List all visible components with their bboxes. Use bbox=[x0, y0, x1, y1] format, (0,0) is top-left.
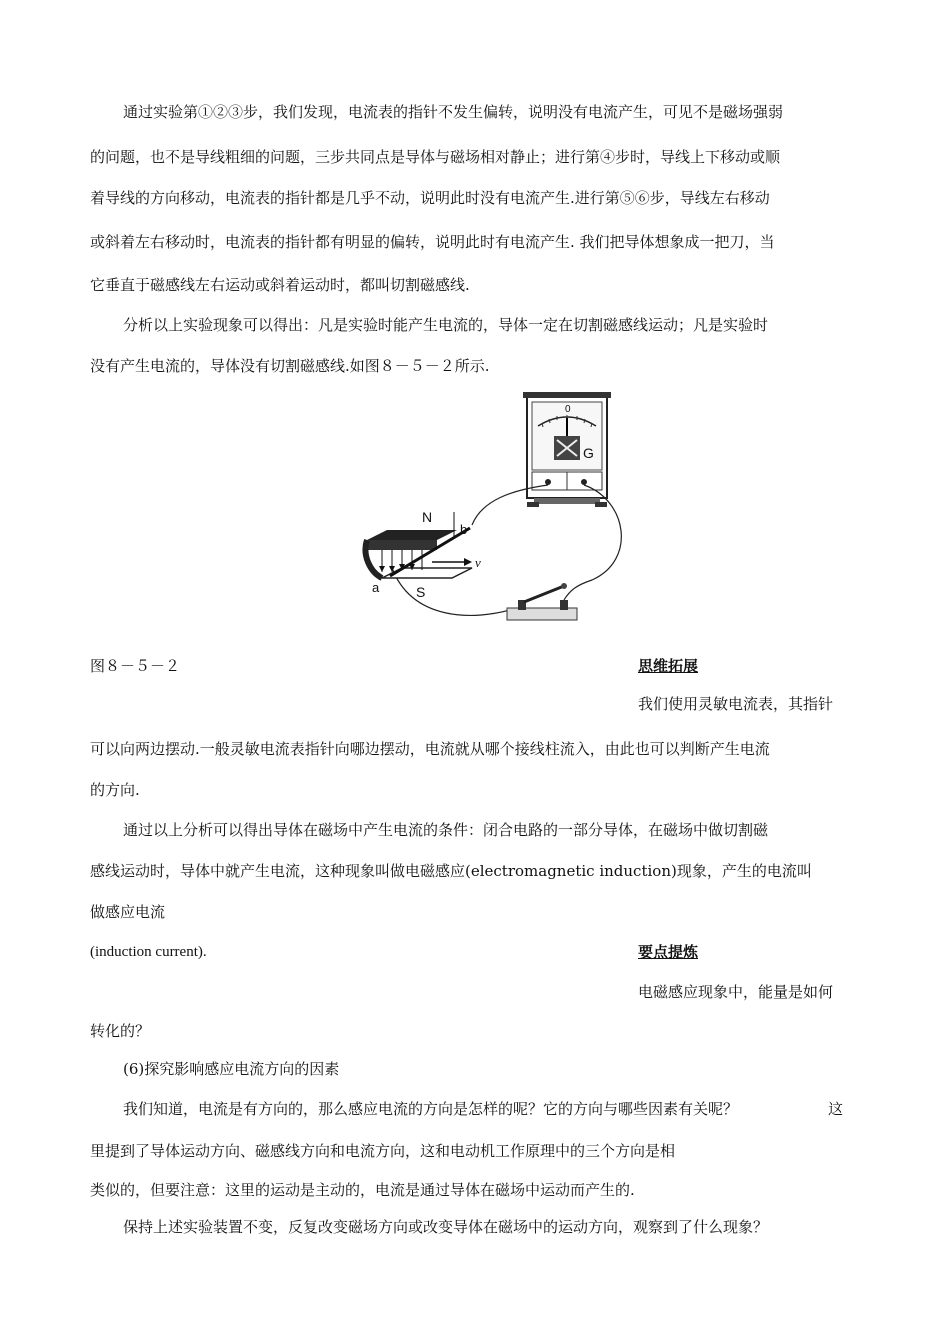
conductor-end-a-label: a bbox=[372, 580, 380, 595]
switch-blade bbox=[524, 586, 564, 602]
thinking-extension-text: 我们使用灵敏电流表，其指针 bbox=[638, 695, 834, 713]
paragraph-3-line-2: 的方向. bbox=[90, 781, 140, 799]
paragraph-4-line-2: 感线运动时，导体中就产生电流，这种现象叫做电磁感应(electromagnetic induction)现象，产生的电流叫 bbox=[90, 862, 812, 880]
paragraph-5-line-1-tail: 这 bbox=[828, 1100, 844, 1118]
paragraph-1-line-4: 或斜着左右移动时，电流表的指针都有明显的偏转，说明此时有电流产生. 我们把导体想象成一把刀，当 bbox=[90, 233, 775, 251]
paragraph-5-line-2: 里提到了导体运动方向、磁感线方向和电流方向，这和电动机工作原理中的三个方向是相 bbox=[90, 1142, 676, 1160]
paragraph-2-line-1: 分析以上实验现象可以得出：凡是实验时能产生电流的，导体一定在切割磁感线运动；凡是实验时 bbox=[123, 316, 769, 334]
paragraph-4-line-1: 通过以上分析可以得出导体在磁场中产生电流的条件：闭合电路的一部分导体，在磁场中做切割磁 bbox=[123, 821, 769, 839]
paragraph-1-line-5: 它垂直于磁感线左右运动或斜着运动时，都叫切割磁感线. bbox=[90, 276, 470, 294]
paragraph-5-line-3: 类似的，但要注意：这里的运动是主动的，电流是通过导体在磁场中运动而产生的. bbox=[90, 1181, 635, 1199]
key-points-heading: 要点提炼 bbox=[638, 943, 699, 961]
paragraph-1-line-3: 着导线的方向移动，电流表的指针都是几乎不动，说明此时没有电流产生.进行第⑤⑥步，导线左右移动 bbox=[90, 189, 770, 207]
key-points-text-line-1: 电磁感应现象中，能量是如何 bbox=[638, 983, 834, 1001]
paragraph-2-line-2: 没有产生电流的，导体没有切割磁感线.如图８－５－２所示. bbox=[90, 357, 490, 375]
paragraph-3-line-1: 可以向两边摆动.一般灵敏电流表指针向哪边摆动，电流就从哪个接线柱流入，由此也可以判断产生电流 bbox=[90, 740, 770, 758]
terminal-plus bbox=[581, 479, 587, 485]
conductor-end-b-label: b bbox=[460, 522, 468, 537]
magnet-n-label: N bbox=[422, 509, 433, 525]
key-points-text-line-2: 转化的？ bbox=[90, 1022, 151, 1040]
figure-caption: 图８－５－２ bbox=[90, 657, 181, 675]
galvanometer-g-label: G bbox=[583, 445, 594, 461]
paragraph-6: 保持上述实验装置不变，反复改变磁场方向或改变导体在磁场中的运动方向，观察到了什么现象？ bbox=[123, 1218, 769, 1236]
paragraph-4-line-4: (induction current). bbox=[90, 944, 207, 960]
magnet-s-label: S bbox=[416, 584, 426, 600]
velocity-v-label: v bbox=[475, 555, 481, 570]
galvanometer-top bbox=[523, 392, 611, 398]
paragraph-1-line-2: 的问题，也不是导线粗细的问题，三步共同点是导体与磁场相对静止；进行第④步时，导线上下移动或顺 bbox=[90, 148, 781, 166]
electromagnetic-induction-figure bbox=[352, 390, 632, 630]
thinking-extension-heading: 思维拓展 bbox=[638, 657, 699, 675]
galvanometer-zero-label: 0 bbox=[565, 404, 571, 415]
paragraph-4-line-3: 做感应电流 bbox=[90, 903, 166, 921]
terminal-minus bbox=[545, 479, 551, 485]
paragraph-1-line-1: 通过实验第①②③步，我们发现，电流表的指针不发生偏转，说明没有电流产生，可见不是磁场强弱 bbox=[123, 103, 784, 121]
magnet-north-pole bbox=[367, 530, 457, 540]
section-6-title: (6)探究影响感应电流方向的因素 bbox=[123, 1060, 340, 1078]
paragraph-5-line-1: 我们知道，电流是有方向的，那么感应电流的方向是怎样的呢？它的方向与哪些因素有关呢？ bbox=[123, 1100, 739, 1118]
induction-apparatus-drawing bbox=[352, 390, 632, 630]
